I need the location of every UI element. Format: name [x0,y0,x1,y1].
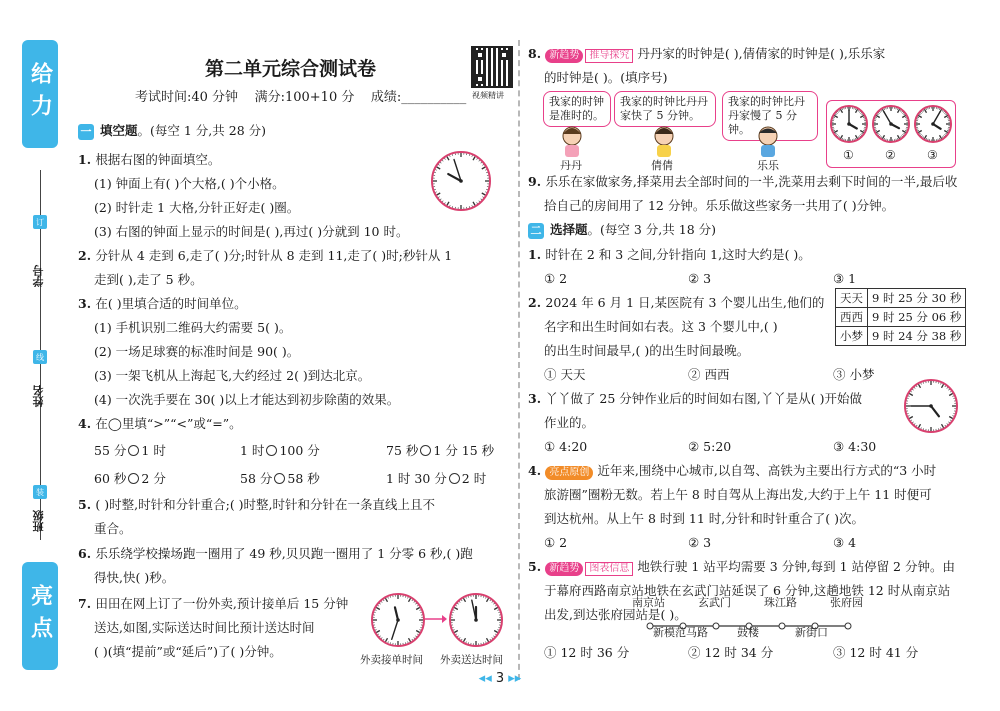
q7-caption2: 外卖送达时间 [440,654,503,666]
c4-option-3[interactable]: ③ 4 [833,535,857,550]
c5-text1: 地铁行驶 1 站平均需要 3 分钟,每到 1 站停留 2 分钟。由 [637,559,955,574]
c1-stem-text: 时针在 2 和 3 之间,分针指向 1,这时大约是( )。 [545,247,811,262]
seal-zhuang: 装 [33,485,47,499]
c1-stem: 1. 时针在 2 和 3 之间,分针指向 1,这时大约是( )。 [528,247,811,262]
name-dandan: 丹丹 [560,159,582,172]
q4-right: 1 时 [141,443,166,458]
compare-circle[interactable] [449,473,460,484]
c5-line3: 出发,到达张府园站是( )。 [544,607,687,622]
page-title: 第二单元综合测试卷 [205,58,377,80]
q8-clock-2 [871,104,911,144]
c3-clock [903,378,959,434]
q4-stem-text: 在◯里填“>”“<”或“=”。 [95,416,242,431]
speech-bubble-qianqian: 我家的时钟比丹丹家快了 5 分钟。 [614,91,716,127]
station-label-bottom: 鼓楼 [737,626,759,639]
c1-option-2[interactable]: ② 3 [688,271,712,286]
q3-c: (3) 一架飞机从上海起飞,大约经过 2( )到达北京。 [94,368,371,383]
c2-line1: 2. 2024 年 6 月 1 日,某医院有 3 个婴儿出生,他们的 [528,295,825,310]
topic-tag: 推导探究 [585,49,633,63]
c4-line3: 到达杭州。从上午 8 时到 11 时,分针和时针重合了( )次。 [544,511,864,526]
q9-text1: 乐乐在家做家务,择菜用去全部时间的一半,洗菜用去剩下时间的一半,最后收 [545,174,958,189]
compare-circle[interactable] [128,473,139,484]
seal-ding: 订 [33,215,47,229]
section1-number: 一 [78,124,94,140]
q4-r1c2 [240,443,320,459]
q4-r2c1 [94,471,166,487]
q8-line1: 8. 新趋势 推导探究 丹丹家的时钟是( ),倩倩家的时钟是( ),乐乐家 [528,46,886,61]
trend-tag: 新趋势 [545,49,583,63]
q8-clock-3 [913,104,953,144]
section1-heading [78,123,266,140]
station-label-top: 珠江路 [764,596,797,609]
qr-code[interactable] [471,46,513,88]
section2-number: 二 [528,223,544,239]
q4-right: 58 秒 [287,471,320,486]
c2-option-3[interactable]: ③ 小梦 [833,367,875,382]
table-row [836,308,966,327]
original-tag: 亮点原创 [545,466,593,480]
c5-option-2[interactable]: ② 12 时 34 分 [688,645,774,660]
student-name-label: 姓名 [32,385,45,407]
q2-line1: 2. 分针从 4 走到 6,走了( )分;时针从 8 走到 11,走了( )时;秒针从 1 [78,248,453,263]
section1-title: 填空题 [100,123,138,138]
q7-clock-order [370,592,426,648]
q5-line1: 5. ( )时整,时针和分针重合;( )时整,时针和分针在一条直线上且不 [78,497,436,512]
table-cell-time: 9 时 24 分 38 秒 [868,327,966,346]
q1-a: (1) 钟面上有( )个大格,( )个小格。 [94,176,285,191]
c2-option-2[interactable]: ② 西西 [688,367,730,382]
c4-text1: 近年来,围绕中心城市,以自驾、高铁为主要出行方式的“3 小时 [597,463,937,478]
speech-bubble-dandan: 我家的时钟是准时的。 [543,91,611,127]
table-row [836,327,966,346]
q4-right: 2 时 [461,471,487,486]
q4-left: 1 时 30 分 [386,471,447,486]
station-label-bottom: 新街口 [795,626,828,639]
c2-option-1[interactable]: ① 天天 [544,367,586,382]
q3-stem: 3. 在( )里填合适的时间单位。 [78,296,247,311]
birth-time-table [835,288,966,346]
q4-left: 58 分 [240,471,273,486]
q7-line1: 7. 田田在网上订了一份外卖,预计接单后 15 分钟 [78,596,349,611]
qr-caption: 视频精讲 [472,91,504,100]
c2-line2: 名字和出生时间如右表。这 3 个婴儿中,( ) [544,319,778,334]
section2-note: 。(每空 3 分,共 18 分) [587,222,716,237]
q1-stem: 1. 根据右图的钟面填空。 [78,152,221,167]
q2-line2: 走到( ),走了 5 秒。 [94,272,203,287]
q4-left: 60 秒 [94,471,127,486]
station-label-top: 南京站 [632,596,665,609]
speech-bubble-lele: 我家的时钟比丹丹家慢了 5 分钟。 [722,91,818,141]
c4-option-2[interactable]: ② 3 [688,535,712,550]
table-row [836,289,966,308]
sidebar-tab-top: 给力 [22,40,58,148]
c4-option-1[interactable]: ① 2 [544,535,568,550]
c3-option-2[interactable]: ② 5:20 [688,439,732,454]
station-dot [713,623,719,629]
q8-clock-1 [829,104,869,144]
station-dot [779,623,785,629]
girl-figure-icon [648,124,680,158]
prev-page-icon[interactable]: ◂◂ [478,671,496,686]
section2-heading [528,222,716,239]
q4-right: 100 分 [279,443,320,458]
clock-label-3: ③ [927,148,938,162]
q9-line1: 9. 乐乐在家做家务,择菜用去全部时间的一半,洗菜用去剩下时间的一半,最后收 [528,174,958,189]
c5-option-1[interactable]: ① 12 时 36 分 [544,645,630,660]
compare-circle[interactable] [420,445,431,456]
q3-d: (4) 一次洗手要在 30( )以上才能达到初步除菌的效果。 [94,392,400,407]
station-label-bottom: 新模范马路 [653,626,708,639]
page-footer [0,671,1000,686]
q3-b: (2) 一场足球赛的标准时间是 90( )。 [94,344,300,359]
q8-line2: 的时钟是( )。(填序号) [544,70,668,85]
trend-tag: 新趋势 [545,562,583,576]
clock-label-2: ② [885,148,896,162]
q1-stem-text: 根据右图的钟面填空。 [95,152,221,167]
station-label-top: 玄武门 [698,596,731,609]
c1-option-3[interactable]: ③ 1 [833,271,857,286]
section1-note: 。(每空 1 分,共 28 分) [137,123,266,138]
q7-line3: ( )(填“提前”或“延后”)了( )分钟。 [94,644,282,659]
q3-a: (1) 手机识别二维码大约需要 5( )。 [94,320,292,335]
q1-c: (3) 右图的钟面上显示的时间是( ),再过( )分就到 10 时。 [94,224,409,239]
compare-circle[interactable] [266,445,277,456]
c2-text1: 2024 年 6 月 1 日,某医院有 3 个婴儿出生,他们的 [545,295,825,310]
boy-figure-icon [752,124,784,158]
next-page-icon[interactable]: ▸▸ [504,671,522,686]
clock-label-1: ① [843,148,854,162]
table-cell-name: 小梦 [836,327,868,346]
c1-option-1[interactable]: ① 2 [544,271,568,286]
q8-text1: 丹丹家的时钟是( ),倩倩家的时钟是( ),乐乐家 [637,46,886,61]
girl-figure-icon [556,124,588,158]
c2-line3: 的出生时间最早,( )的出生时间最晚。 [544,343,750,358]
q4-r1c1 [94,443,166,459]
q4-left: 75 秒 [386,443,419,458]
q1-b: (2) 时针走 1 大格,分针正好走( )圈。 [94,200,300,215]
compare-circle[interactable] [274,473,285,484]
station-dot [845,623,851,629]
table-cell-time: 9 时 25 分 30 秒 [868,289,966,308]
name-lele: 乐乐 [757,159,779,172]
station-label-top: 张府园 [830,596,863,609]
column-divider [518,40,520,680]
student-number-label: 学号 [32,265,45,287]
section2-title: 选择题 [550,222,588,237]
exam-meta: 考试时间:40 分钟 满分:100+10 分 成绩:__________ [135,90,467,105]
name-qianqian: 倩倩 [651,159,673,172]
q4-r2c3 [386,471,486,487]
q4-r2c2 [240,471,320,487]
c4-line1: 4. 亮点原创 近年来,围绕中心城市,以自驾、高铁为主要出行方式的“3 小时 [528,463,937,478]
q5-text1: ( )时整,时针和分针重合;( )时整,时针和分针在一条直线上且不 [95,497,436,512]
c3-line1: 3. 丫丫做了 25 分钟作业后的时间如右图,丫丫是从( )开始做 [528,391,862,406]
c3-option-1[interactable]: ① 4:20 [544,439,588,454]
q7-clock-delivery [448,592,504,648]
c5-line2: 于幕府西路南京站地铁在玄武门站延误了 6 分钟,这趟地铁 12 时从南京站 [544,583,951,598]
q3-stem-text: 在( )里填合适的时间单位。 [95,296,247,311]
q6-line1: 6. 乐乐绕学校操场跑一圈用了 49 秒,贝贝跑一圈用了 1 分零 6 秒,( )跑 [78,546,473,561]
class-label: 班级 [32,510,45,532]
q4-left: 55 分 [94,443,127,458]
c4-line2: 旅游圈”圈粉无数。若上午 8 时自驾从上海出发,大约于上午 11 时便可 [544,487,932,502]
topic-tag: 图表信息 [585,562,633,576]
page-number: 3 [495,671,505,686]
sidebar-tab-bottom: 亮点 [22,562,58,670]
c3-line2: 作业的。 [544,415,595,430]
q1-clock [430,150,492,212]
c5-line1: 5. 新趋势 图表信息 地铁行驶 1 站平均需要 3 分钟,每到 1 站停留 2 分钟。由 [528,559,955,574]
q9-line2: 拾自己的房间用了 12 分钟。乐乐做这些家务一共用了( )分钟。 [544,198,895,213]
q5-line2: 重合。 [94,521,132,536]
q6-line2: 得快,快( )秒。 [94,570,175,585]
q4-stem: 4. 在◯里填“>”“<”或“=”。 [78,416,242,431]
table-cell-time: 9 时 25 分 06 秒 [868,308,966,327]
q6-text1: 乐乐绕学校操场跑一圈用了 49 秒,贝贝跑一圈用了 1 分零 6 秒,( )跑 [95,546,473,561]
q7-caption1: 外卖接单时间 [360,654,423,666]
c3-text1: 丫丫做了 25 分钟作业后的时间如右图,丫丫是从( )开始做 [545,391,862,406]
c3-option-3[interactable]: ③ 4:30 [833,439,877,454]
q7-line2: 送达,如图,实际送达时间比预计送达时间 [94,620,315,635]
q4-left: 1 时 [240,443,265,458]
q4-right: 2 分 [141,471,166,486]
compare-circle[interactable] [128,445,139,456]
table-cell-name: 西西 [836,308,868,327]
table-cell-name: 天天 [836,289,868,308]
q7-text1: 田田在网上订了一份外卖,预计接单后 15 分钟 [95,596,349,611]
q4-r1c3 [386,443,494,459]
seal-xian: 线 [33,350,47,364]
c5-option-3[interactable]: ③ 12 时 41 分 [833,645,919,660]
arrow-icon [424,613,448,625]
q2-text1: 分针从 4 走到 6,走了( )分;时针从 8 走到 11,走了( )时;秒针从 1 [95,248,453,263]
q4-right: 1 分 15 秒 [433,443,495,458]
